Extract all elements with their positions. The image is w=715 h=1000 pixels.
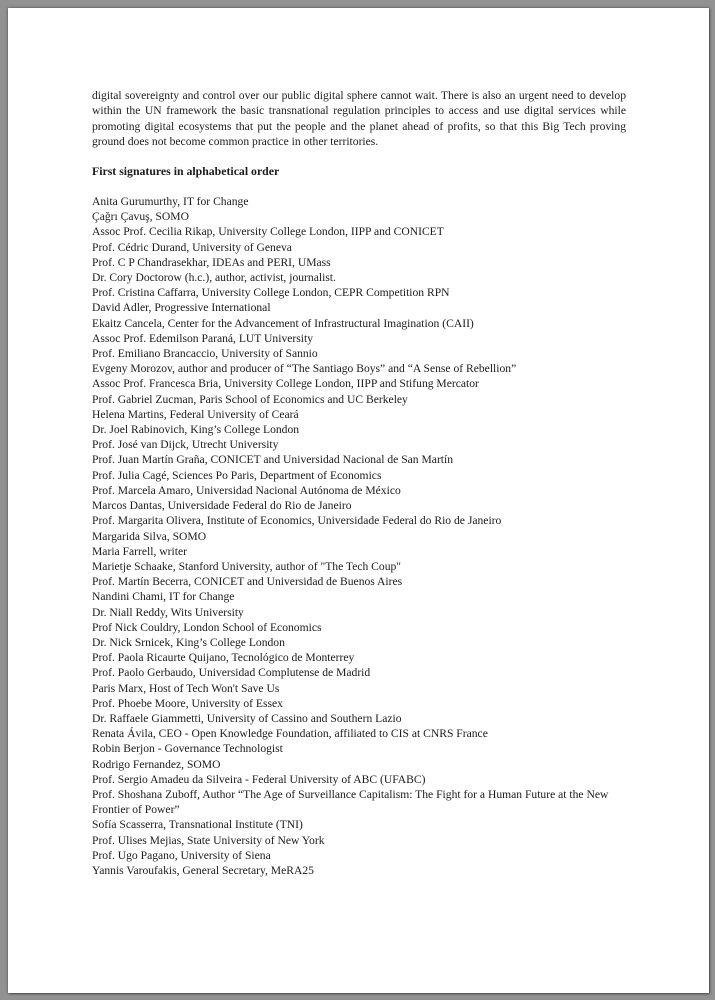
signature-line: Dr. Raffaele Giammetti, University of Cassino and Southern Lazio xyxy=(92,711,402,725)
signature-line: Dr. Cory Doctorow (h.c.), author, activist, journalist. xyxy=(92,271,336,285)
signature-line: Prof. Juan Martín Graña, CONICET and Universidad Nacional de San Martín xyxy=(92,453,454,467)
signature-line: Çağrı Çavuş, SOMO xyxy=(92,210,189,224)
signature-line: Marietje Schaake, Stanford University, author of "The Tech Coup" xyxy=(92,559,402,573)
signature-line: Prof. Emiliano Brancaccio, University of Sannio xyxy=(92,347,318,361)
signature-line: Renata Ávila, CEO - Open Knowledge Foundation, affiliated to CIS at CNRS France xyxy=(92,727,488,741)
signature-line: Prof. Paolo Gerbaudo, Universidad Complutense de Madrid xyxy=(92,666,371,680)
signature-line: Maria Farrell, writer xyxy=(92,544,187,558)
signature-line: Prof. José van Dijck, Utrecht University xyxy=(92,438,279,452)
signature-line: Assoc Prof. Francesca Bria, University College London, IIPP and Stifung Mercator xyxy=(92,377,479,391)
signature-line: David Adler, Progressive International xyxy=(92,301,271,315)
signature-line: Prof. C P Chandrasekhar, IDEAs and PERI, UMass xyxy=(92,255,331,269)
signature-line: Nandini Chami, IT for Change xyxy=(92,590,235,604)
signature-line: Dr. Joel Rabinovich, King’s College London xyxy=(92,423,300,437)
signature-line: Prof. Sergio Amadeu da Silveira - Federal University of ABC (UFABC) xyxy=(92,772,426,786)
signature-line: Prof Nick Couldry, London School of Economics xyxy=(92,620,322,634)
signature-line: Prof. Cristina Caffarra, University College London, CEPR Competition RPN xyxy=(92,286,450,300)
signature-line: Evgeny Morozov, author and producer of “The Santiago Boys” and “A Sense of Rebellion” xyxy=(92,362,517,376)
signature-line: Margarida Silva, SOMO xyxy=(92,529,207,543)
signature-line: Prof. Ulises Mejias, State University of New York xyxy=(92,833,325,847)
signature-line: Rodrigo Fernandez, SOMO xyxy=(92,757,221,771)
signature-line: Prof. Ugo Pagano, University of Siena xyxy=(92,848,271,862)
signature-line: Prof. Margarita Olivera, Institute of Economics, Universidade Federal do Rio de Janeiro xyxy=(92,514,502,528)
signature-line: Assoc Prof. Edemilson Paraná, LUT University xyxy=(92,331,314,345)
document-page xyxy=(8,8,709,993)
signature-line: Prof. Gabriel Zucman, Paris School of Economics and UC Berkeley xyxy=(92,392,408,406)
signature-line: Prof. Paola Ricaurte Quijano, Tecnológico de Monterrey xyxy=(92,651,355,665)
signatures-list xyxy=(92,194,626,878)
signature-line: Prof. Phoebe Moore, University of Essex xyxy=(92,696,283,710)
signature-line: Dr. Nick Srnicek, King’s College London xyxy=(92,635,285,649)
signature-line: Prof. Julia Cagé, Sciences Po Paris, Department of Economics xyxy=(92,468,382,482)
signature-line: Prof. Marcela Amaro, Universidad Nacional Autónoma de México xyxy=(92,483,401,497)
signature-line: Prof. Martín Becerra, CONICET and Universidad de Buenos Aires xyxy=(92,575,403,589)
signature-line: Paris Marx, Host of Tech Won't Save Us xyxy=(92,681,280,695)
signature-line: Helena Martins, Federal University of Ceará xyxy=(92,407,299,421)
signature-line: Sofía Scasserra, Transnational Institute (TNI) xyxy=(92,818,303,832)
signature-line: Prof. Shoshana Zuboff, Author “The Age of Surveillance Capitalism: The Fight for a Human Future at the New Frontier of Power” xyxy=(92,787,609,817)
signature-line: Prof. Cédric Durand, University of Geneva xyxy=(92,240,292,254)
signature-line: Yannis Varoufakis, General Secretary, MeRA25 xyxy=(92,863,314,877)
signatures-heading: First signatures in alphabetical order xyxy=(92,163,280,178)
signature-line: Dr. Niall Reddy, Wits University xyxy=(92,605,244,619)
signature-line: Robin Berjon - Governance Technologist xyxy=(92,742,283,756)
signature-line: Ekaitz Cancela, Center for the Advancement of Infrastructural Imagination (CAII) xyxy=(92,316,474,330)
signature-line: Anita Gurumurthy, IT for Change xyxy=(92,195,249,209)
signature-line: Assoc Prof. Cecilia Rikap, University College London, IIPP and CONICET xyxy=(92,225,444,239)
intro-paragraph: digital sovereignty and control over our public digital sphere cannot wait. There is also an urgent need to develop within the UN framework the basic transnational regulation principles to access and use digital services while promoting digital ecosystems that put the people and the planet ahead of profits, so that this Big Tech proving ground does not become common practice in other territories. xyxy=(92,89,626,149)
signature-line: Marcos Dantas, Universidade Federal do Rio de Janeiro xyxy=(92,499,352,513)
